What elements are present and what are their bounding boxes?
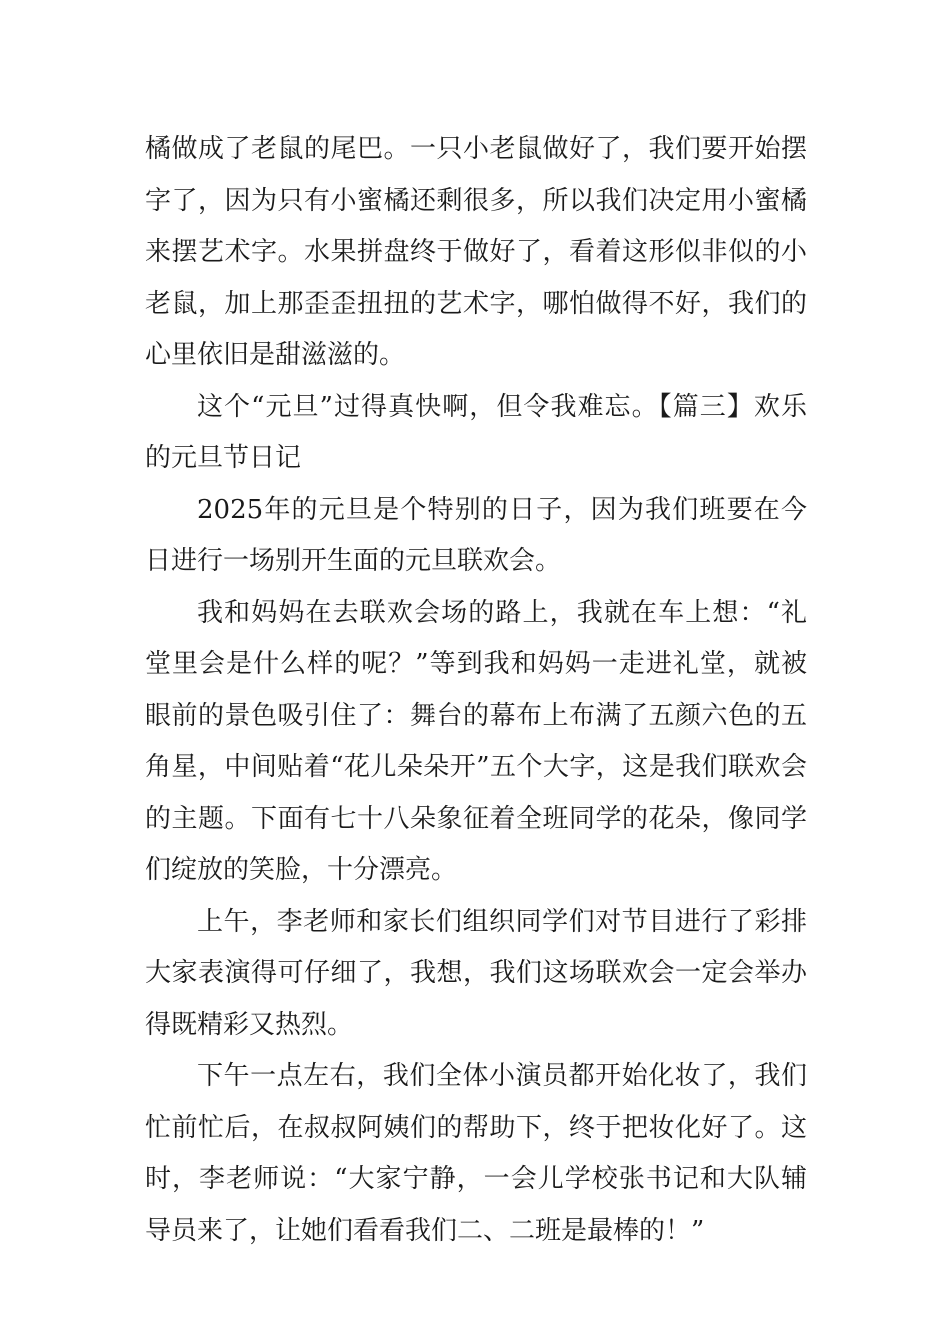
paragraph-2: 这个“元旦”过得真快啊，但令我难忘。【篇三】欢乐的元旦节日记 [145,391,807,473]
paragraph-3: 2025年的元旦是个特别的日子，因为我们班要在今日进行一场别开生面的元旦联欢会。 [145,494,807,576]
paragraph-4: 我和妈妈在去联欢会场的路上，我就在车上想：“礼堂里会是什么样的呢？”等到我和妈妈一走进礼堂，就被眼前的景色吸引住了：舞台的幕布上布满了五颜六色的五角星，中间贴着“花儿朵朵开”五个大字，这是我们联欢会的主题。下面有七十八朵象征着全班同学的花朵，像同学们绽放的笑脸，十分漂亮。 [145,597,807,885]
paragraph-6: 下午一点左右，我们全体小演员都开始化妆了，我们忙前忙后，在叔叔阿姨们的帮助下，终于把妆化好了。这时，李老师说：“大家宁静，一会儿学校张书记和大队辅导员来了，让她们看看我们二、二班是最棒的！” [145,1061,807,1246]
document-body [145,124,807,1257]
paragraph-5: 上午，李老师和家长们组织同学们对节目进行了彩排大家表演得可仔细了，我想，我们这场联欢会一定会举办得既精彩又热烈。 [145,906,807,1040]
paragraph-1: 橘做成了老鼠的尾巴。一只小老鼠做好了，我们要开始摆字了，因为只有小蜜橘还剩很多，所以我们决定用小蜜橘来摆艺术字。水果拼盘终于做好了，看着这形似非似的小老鼠，加上那歪歪扭扭的艺术字，哪怕做得不好，我们的心里依旧是甜滋滋的。 [145,134,807,370]
